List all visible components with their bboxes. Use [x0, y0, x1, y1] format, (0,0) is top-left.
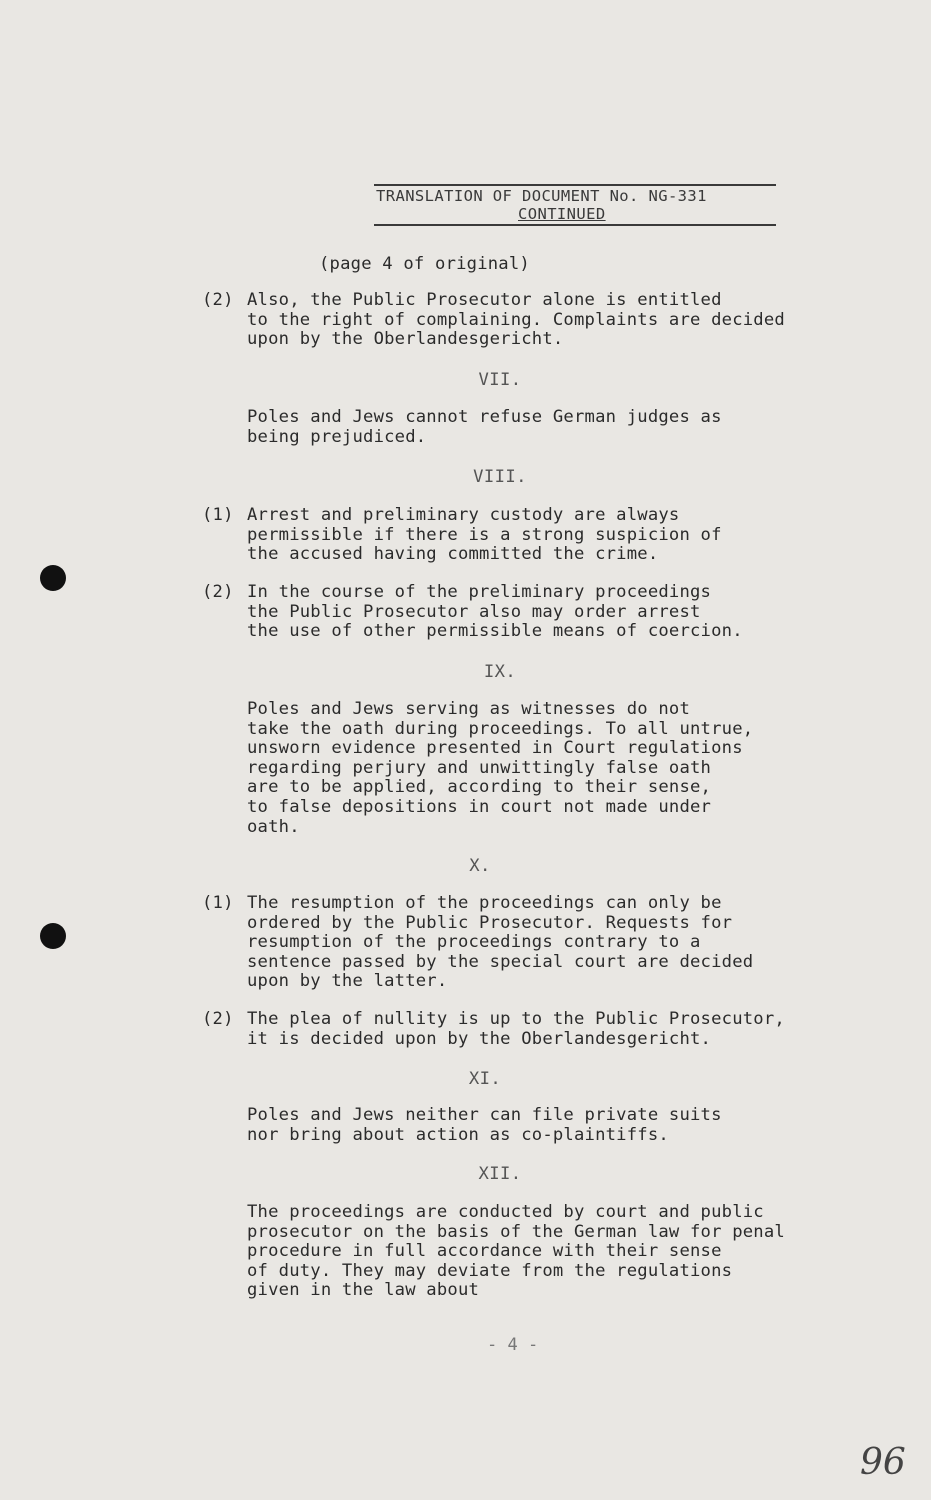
paragraph-number: (2): [202, 582, 234, 602]
punch-hole-lower: [40, 923, 66, 949]
paragraph-text: Also, the Public Prosecutor alone is entitled to the right of complaining. Complaints are decided upon by the Oberlandesgericht.: [247, 290, 785, 350]
section-heading: XII.: [478, 1164, 522, 1184]
paragraph-number: (2): [202, 290, 234, 310]
paragraph-text: Poles and Jews cannot refuse German judges as being prejudiced.: [247, 407, 722, 447]
paragraph-text: Arrest and preliminary custody are always permissible if there is a strong suspicion of the accused having committed the crime.: [247, 505, 722, 565]
header-title: TRANSLATION OF DOCUMENT No. NG-331: [376, 187, 707, 205]
paragraph-text: Poles and Jews serving as witnesses do not take the oath during proceedings. To all untrue, unsworn evidence presented in Court regulations regarding perjury and unwittingly false oath are to be applied, according to their sense, to false depositions in court not made under oath.: [247, 699, 754, 837]
section-heading: X.: [469, 856, 491, 876]
page-reference: (page 4 of original): [319, 254, 530, 274]
paragraph-text: The proceedings are conducted by court and public prosecutor on the basis of the German law for penal procedure in full accordance with their sense of duty. They may deviate from the regulations given in the law about: [247, 1202, 785, 1301]
punch-hole-upper: [40, 565, 66, 591]
section-heading: VII.: [478, 370, 522, 390]
section-heading: XI.: [468, 1069, 502, 1089]
paragraph-text: The resumption of the proceedings can only be ordered by the Public Prosecutor. Requests for resumption of the proceedings contrary to a sentence passed by the special court are decided upon by the latter.: [247, 893, 754, 992]
section-heading: VIII.: [473, 467, 527, 487]
header-rule-bottom: [374, 224, 776, 226]
header-rule-top: [374, 184, 776, 186]
page-number: - 4 -: [487, 1335, 539, 1355]
paragraph-text: The plea of nullity is up to the Public Prosecutor, it is decided upon by the Oberlandesgericht.: [247, 1009, 785, 1049]
paragraph-text: In the course of the preliminary proceedings the Public Prosecutor also may order arrest the use of other permissible means of coercion.: [247, 582, 743, 642]
section-heading: IX.: [483, 662, 517, 682]
header-subtitle: CONTINUED: [518, 205, 606, 223]
handwritten-page-number: 96: [860, 1442, 906, 1483]
paragraph-number: (1): [202, 505, 234, 525]
paragraph-number: (1): [202, 893, 234, 913]
paragraph-number: (2): [202, 1009, 234, 1029]
paragraph-text: Poles and Jews neither can file private suits nor bring about action as co-plaintiffs.: [247, 1105, 722, 1145]
